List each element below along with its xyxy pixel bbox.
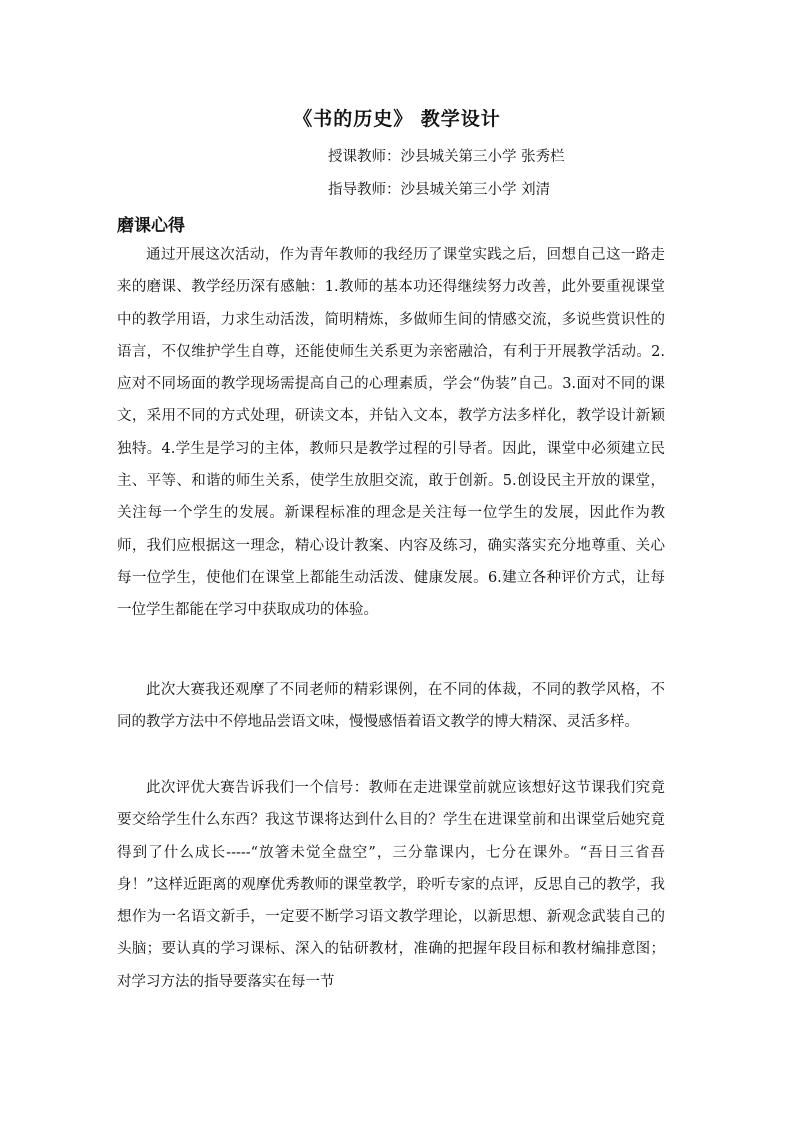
mentor-line: 指导教师：沙县城关第三小学 刘清 bbox=[328, 182, 551, 198]
body-paragraph: 此次评优大赛告诉我们一个信号：教师在走进课堂前就应该想好这节课我们究竟要交给学生什么东西？我这节课将达到什么目的？学生在进课堂前和出课堂后她究竟得到了什么成长-----“放箸未觉全盘空”，三分靠课内，七分在课外。“吾日三省吾身！”这样近距离的观摩优秀教师的课堂教学，聆听专家的点评，反思自己的教学，我想作为一名语文新手，一定要不断学习语文教学理论，以新思想、新观念武装自己的头脑；要认真的学习课标、深入的钻研教材，准确的把握年段目标和教材编排意图；对学习方法的指导要落实在每一节 bbox=[117, 780, 665, 990]
body-paragraph: 通过开展这次活动，作为青年教师的我经历了课堂实践之后，回想自己这一路走来的磨课、教学经历深有感触：1.教师的基本功还得继续努力改善，此外要重视课堂中的教学用语，力求生动活泼，简明精炼，多做师生间的情感交流，多说些赏识性的语言，不仅维护学生自尊，还能使师生关系更为亲密融洽，有利于开展教学活动。2.应对不同场面的教学现场需提高自己的心理素质，学会“伪装”自己。3.面对不同的课文，采用不同的方式处理，研读文本，并钻入文本，教学方法多样化，教学设计新颖独特。4.学生是学习的主体，教师只是教学过程的引导者。因此，课堂中必须建立民主、平等、和谐的师生关系，使学生放胆交流，敢于创新。5.创设民主开放的课堂，关注每一个学生的发展。新课程标准的理念是关注每一位学生的发展，因此作为教师，我们应根据这一理念，精心设计教案、内容及练习，确实落实充分地尊重、关心每一位学生，使他们在课堂上都能生动活泼、健康发展。6.建立各种评价方式，让每一位学生都能在学习中获取成功的体验。 bbox=[117, 247, 665, 619]
document-title: 《书的历史》 教学设计 bbox=[293, 108, 501, 130]
body-paragraph: 此次大赛我还观摩了不同老师的精彩课例，在不同的体裁，不同的教学风格，不同的教学方法中不停地品尝语文味，慢慢感悟着语文教学的博大精深、灵活多样。 bbox=[117, 682, 665, 731]
section-heading: 磨课心得 bbox=[117, 216, 185, 236]
teacher-line: 授课教师：沙县城关第三小学 张秀栏 bbox=[328, 149, 565, 165]
